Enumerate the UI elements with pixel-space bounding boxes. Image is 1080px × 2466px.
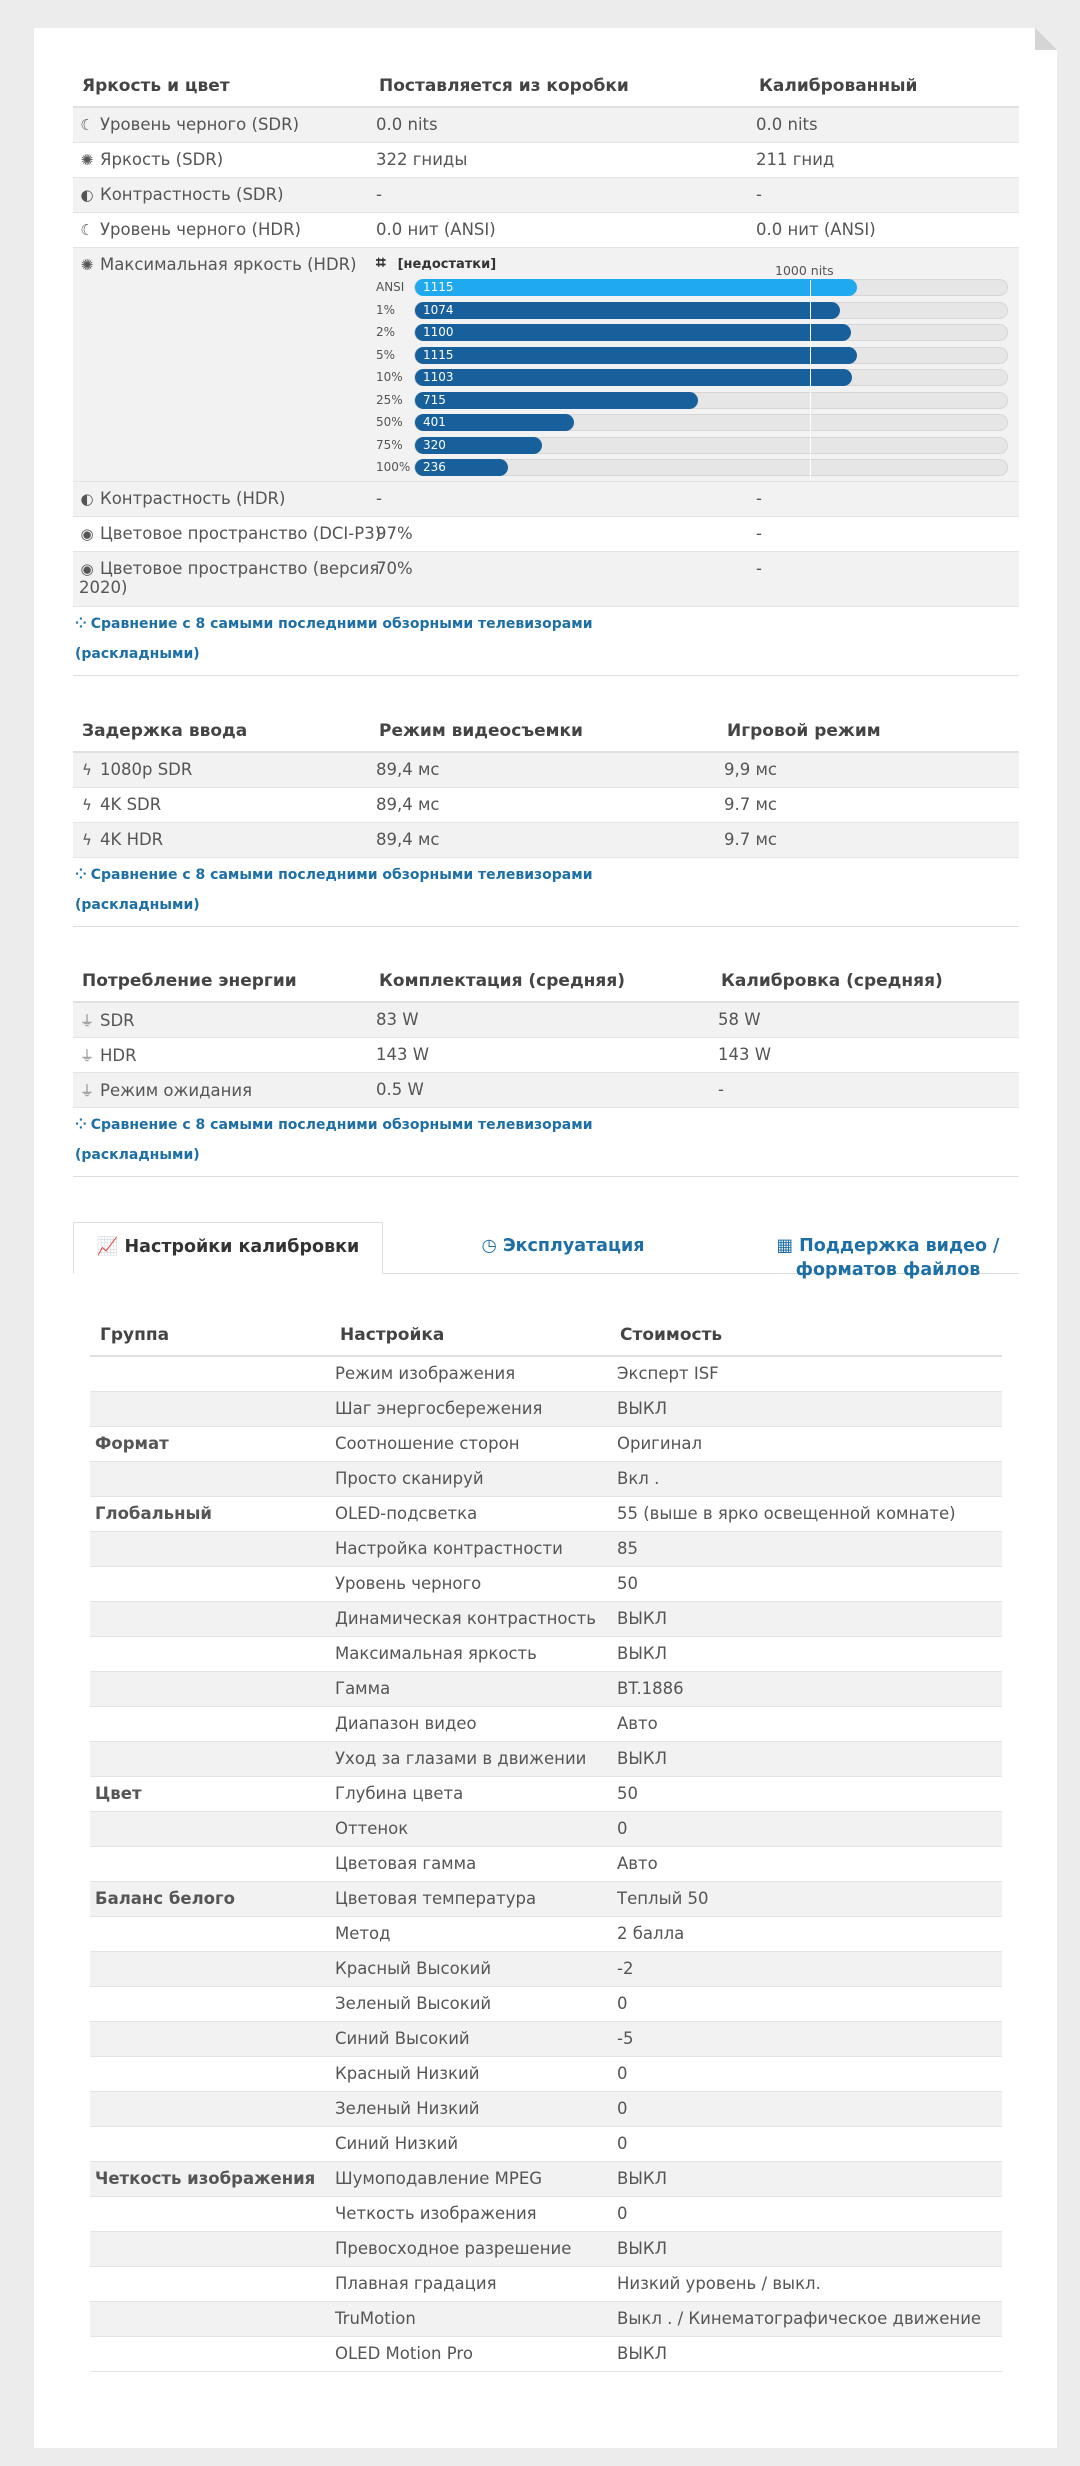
group-cell: Цвет xyxy=(95,1784,142,1803)
tab-formats[interactable]: ▦ Поддержка видео / форматов файлов xyxy=(776,1236,1000,1280)
value-cell: Эксперт ISF xyxy=(617,1364,719,1383)
setting-cell: Превосходное разрешение xyxy=(335,2239,572,2258)
table-row xyxy=(90,2337,1002,2372)
row-label: Яркость (SDR) xyxy=(100,150,224,169)
value-cell: -5 xyxy=(617,2029,634,2048)
table-row xyxy=(90,2092,1002,2127)
compare-icon: ⁘ xyxy=(75,1117,87,1133)
group-cell: Формат xyxy=(95,1434,169,1453)
bar-row xyxy=(376,321,1016,344)
bar-label: 10% xyxy=(376,370,403,384)
setting-cell: Уровень черного xyxy=(335,1574,482,1593)
compare-link[interactable]: ⁘ Сравнение с 8 самыми последними обзорными телевизорами (раскладными) xyxy=(75,616,593,662)
contrast-icon: ◐ xyxy=(80,186,94,204)
value-cell: 50 xyxy=(617,1574,638,1593)
reference-label: 1000 nits xyxy=(775,263,834,278)
chart-icon: 📈 xyxy=(96,1237,119,1257)
row-label: Режим ожидания xyxy=(100,1081,253,1100)
setting-cell: Четкость изображения xyxy=(335,2204,537,2223)
sun-icon: ✺ xyxy=(80,256,94,274)
compare-link[interactable]: ⁘ Сравнение с 8 самыми последними обзорными телевизорами (раскладными) xyxy=(75,867,593,913)
bar-row xyxy=(376,389,1016,412)
bar-label: 2% xyxy=(376,325,396,339)
bolt-icon: ϟ xyxy=(82,831,92,849)
value-cell: Оригинал xyxy=(617,1434,703,1453)
value-cell: 55 (выше в ярко освещенной комнате) xyxy=(617,1504,956,1523)
col-header: Режим видеосъемки xyxy=(379,721,583,741)
col-header: Комплектация (средняя) xyxy=(379,971,626,991)
value-cell: ВЫКЛ xyxy=(617,1644,667,1663)
moon-icon: ☾ xyxy=(80,221,94,239)
value-cell: ВЫКЛ xyxy=(617,1399,667,1418)
row-label: Контрастность (HDR) xyxy=(100,489,286,508)
setting-cell: Синий Высокий xyxy=(335,2029,470,2048)
clock-icon: ◷ xyxy=(481,1236,497,1256)
table-row xyxy=(90,2197,1002,2232)
bar-row xyxy=(376,366,1016,389)
table-row xyxy=(73,552,1019,607)
row-label: SDR xyxy=(100,1011,135,1030)
table-row xyxy=(73,482,1019,517)
bar-fill: 320 xyxy=(415,437,542,454)
row-value: - xyxy=(756,524,762,543)
calibration-table xyxy=(90,1305,1002,2372)
row-value: 83 W xyxy=(376,1010,419,1029)
bar-fill: 401 xyxy=(415,414,574,431)
row-value: 0.0 nits xyxy=(756,115,818,134)
value-cell: Вкл . xyxy=(617,1469,660,1488)
value-cell: Теплый 50 xyxy=(617,1889,709,1908)
row-label: Максимальная яркость (HDR) xyxy=(100,255,357,274)
setting-cell: Красный Низкий xyxy=(335,2064,480,2083)
row-value: 9,9 мс xyxy=(724,760,778,779)
row-value: - xyxy=(756,489,762,508)
power-header xyxy=(73,955,1019,1003)
bar-fill: 715 xyxy=(415,392,698,409)
setting-cell: Гамма xyxy=(335,1679,391,1698)
table-row xyxy=(90,1637,1002,1672)
col-header: Настройка xyxy=(340,1325,445,1345)
row-value: 0.5 W xyxy=(376,1080,424,1099)
setting-cell: Зеленый Высокий xyxy=(335,1994,492,2013)
row-label: Контрастность (SDR) xyxy=(100,185,284,204)
bar-fill: 1115 xyxy=(415,279,857,296)
setting-cell: Максимальная яркость xyxy=(335,1644,537,1663)
setting-cell: Цветовая температура xyxy=(335,1889,537,1908)
table-row xyxy=(73,1073,1019,1108)
table-row xyxy=(90,1672,1002,1707)
bar-label: 5% xyxy=(376,347,396,362)
value-cell: 2 балла xyxy=(617,1924,685,1943)
bar-label: 50% xyxy=(376,415,403,429)
setting-cell: Режим изображения xyxy=(335,1364,516,1383)
setting-cell: TruMotion xyxy=(335,2309,416,2328)
bar-track xyxy=(414,369,1008,386)
table-row xyxy=(90,1812,1002,1847)
group-cell: Глобальный xyxy=(95,1504,212,1523)
table-row xyxy=(90,1532,1002,1567)
row-label: Цветовое пространство (DCI-P3) xyxy=(100,524,382,543)
row-value: 143 W xyxy=(718,1045,772,1064)
hdr-bars xyxy=(376,276,1016,479)
bar-track xyxy=(414,414,1008,431)
value-cell: 0 xyxy=(617,1819,628,1838)
value-cell: ВЫКЛ xyxy=(617,2169,667,2188)
bar-label: 100% xyxy=(376,460,411,474)
table-row xyxy=(90,2302,1002,2337)
row-label: Цветовое пространство (версия xyxy=(100,559,380,578)
bar-fill: 1103 xyxy=(415,369,852,386)
value-cell: Выкл . / Кинематографическое движение xyxy=(617,2309,982,2328)
row-label: 4K SDR xyxy=(100,795,162,814)
row-label: 4K HDR xyxy=(100,830,164,849)
table-row xyxy=(90,1392,1002,1427)
setting-cell: Шаг энергосбережения xyxy=(335,1399,543,1418)
table-row xyxy=(90,2127,1002,2162)
value-cell: 85 xyxy=(617,1539,638,1558)
table-row xyxy=(90,2057,1002,2092)
col-header: Яркость и цвет xyxy=(82,76,230,96)
setting-cell: Динамическая контрастность xyxy=(335,1609,596,1628)
row-value: 211 гнид xyxy=(756,150,835,169)
plug-icon: ⏚ xyxy=(79,1082,95,1100)
setting-cell: Красный Высокий xyxy=(335,1959,492,1978)
setting-cell: Метод xyxy=(335,1924,391,1943)
table-row xyxy=(90,1567,1002,1602)
table-row xyxy=(73,143,1019,178)
value-cell: ВЫКЛ xyxy=(617,1609,667,1628)
row-value: - xyxy=(756,559,762,578)
eye-icon: ◉ xyxy=(80,525,94,543)
setting-cell: Диапазон видео xyxy=(335,1714,477,1733)
tab-bar xyxy=(73,1222,1019,1280)
col-header: Стоимость xyxy=(620,1325,723,1345)
bar-fill: 1100 xyxy=(415,324,851,341)
input-lag-header xyxy=(73,705,1019,753)
value-cell: Авто xyxy=(617,1714,658,1733)
table-row xyxy=(90,1987,1002,2022)
setting-cell: OLED Motion Pro xyxy=(335,2344,473,2363)
row-value: 9.7 мс xyxy=(724,830,778,849)
page-fold xyxy=(1035,28,1057,50)
value-cell: 0 xyxy=(617,2099,628,2118)
value-cell: Низкий уровень / выкл. xyxy=(617,2274,821,2293)
row-value: 322 гниды xyxy=(376,150,468,169)
bar-track xyxy=(414,392,1008,409)
bar-row xyxy=(376,276,1016,299)
row-value: 143 W xyxy=(376,1045,430,1064)
table-row xyxy=(90,1497,1002,1532)
row-value: 58 W xyxy=(718,1010,761,1029)
moon-icon: ☾ xyxy=(80,116,94,134)
row-value: 89,4 мс xyxy=(376,760,440,779)
row-label: 2020) xyxy=(79,578,128,597)
setting-cell: Уход за глазами в движении xyxy=(335,1749,587,1768)
col-header: Задержка ввода xyxy=(82,721,248,741)
row-value: 70% xyxy=(376,559,413,578)
bar-label: ANSI xyxy=(376,280,405,294)
brightness-header xyxy=(73,60,1019,108)
table-row xyxy=(90,2162,1002,2197)
table-row xyxy=(90,1427,1002,1462)
tab-calibration[interactable]: 📈 Настройки калибровки xyxy=(73,1222,383,1274)
plug-icon: ⏚ xyxy=(79,1047,95,1065)
bar-track xyxy=(414,279,1008,296)
setting-cell: Соотношение сторон xyxy=(335,1434,520,1453)
row-label: HDR xyxy=(100,1046,137,1065)
group-cell: Баланс белого xyxy=(95,1889,235,1908)
compare-icon: ⁘ xyxy=(75,867,87,883)
setting-cell: Просто сканируй xyxy=(335,1469,484,1488)
bar-row xyxy=(376,299,1016,322)
setting-cell: Глубина цвета xyxy=(335,1784,464,1803)
row-label: Уровень черного (SDR) xyxy=(100,115,300,134)
setting-cell: Синий Низкий xyxy=(335,2134,459,2153)
setting-cell: Шумоподавление MPEG xyxy=(335,2169,543,2188)
table-row xyxy=(73,753,1019,788)
contrast-icon: ◐ xyxy=(80,490,94,508)
row-value: - xyxy=(718,1080,724,1099)
table-row xyxy=(90,1917,1002,1952)
setting-cell: Цветовая гамма xyxy=(335,1854,477,1873)
value-cell: ВЫКЛ xyxy=(617,1749,667,1768)
setting-cell: Зеленый Низкий xyxy=(335,2099,480,2118)
bolt-icon: ϟ xyxy=(82,761,92,779)
setting-cell: Плавная градация xyxy=(335,2274,497,2293)
table-row xyxy=(90,2232,1002,2267)
table-row xyxy=(73,108,1019,143)
value-cell: ВЫКЛ xyxy=(617,2344,667,2363)
row-value: 89,4 мс xyxy=(376,830,440,849)
table-row xyxy=(90,1847,1002,1882)
value-cell: -2 xyxy=(617,1959,634,1978)
value-cell: 0 xyxy=(617,2204,628,2223)
plug-icon: ⏚ xyxy=(79,1012,95,1030)
value-cell: 50 xyxy=(617,1784,638,1803)
table-row xyxy=(90,1882,1002,1917)
table-row xyxy=(90,2267,1002,2302)
bar-label: 75% xyxy=(376,437,403,452)
bar-row xyxy=(376,411,1016,434)
reference-line xyxy=(810,280,811,480)
bolt-icon: ϟ xyxy=(82,796,92,814)
table-row xyxy=(73,517,1019,552)
value-cell: 0 xyxy=(617,1994,628,2013)
deficiency-badge: [недостатки] xyxy=(397,257,497,272)
col-header: Игровой режим xyxy=(727,721,881,741)
bar-track xyxy=(414,302,1008,319)
row-value: 89,4 мс xyxy=(376,795,440,814)
table-row xyxy=(90,1462,1002,1497)
table-row xyxy=(90,1707,1002,1742)
row-value: - xyxy=(756,185,762,204)
table-row xyxy=(90,1952,1002,1987)
row-label: 1080p SDR xyxy=(100,760,193,779)
table-row xyxy=(90,2022,1002,2057)
row-value: 97% xyxy=(376,524,413,543)
row-value: 0.0 nits xyxy=(376,115,438,134)
bar-row xyxy=(376,456,1016,479)
col-header: Калиброванный xyxy=(759,76,918,96)
bar-row xyxy=(376,344,1016,367)
table-row xyxy=(90,1357,1002,1392)
row-value: 9.7 мс xyxy=(724,795,778,814)
eye-icon: ◉ xyxy=(80,560,94,578)
crop-icon: ⌗ xyxy=(376,253,386,273)
setting-cell: OLED-подсветка xyxy=(335,1504,478,1523)
row-label: Уровень черного (HDR) xyxy=(100,220,301,239)
calibration-header xyxy=(90,1305,1002,1357)
compare-link[interactable]: ⁘ Сравнение с 8 самыми последними обзорными телевизорами (раскладными) xyxy=(75,1117,593,1163)
value-cell: 0 xyxy=(617,2064,628,2083)
row-value: - xyxy=(376,185,382,204)
table-row xyxy=(90,1742,1002,1777)
table-row xyxy=(73,788,1019,823)
sun-icon: ✺ xyxy=(80,151,94,169)
value-cell: Авто xyxy=(617,1854,658,1873)
bar-track xyxy=(414,437,1008,454)
tab-operation[interactable]: ◷ Эксплуатация xyxy=(481,1236,645,1256)
bar-fill: 236 xyxy=(415,459,508,476)
bar-track xyxy=(414,324,1008,341)
table-row xyxy=(90,1602,1002,1637)
table-row xyxy=(73,213,1019,248)
bar-track xyxy=(414,347,1008,364)
value-cell: BT.1886 xyxy=(617,1679,684,1698)
table-row xyxy=(73,178,1019,213)
col-header: Потребление энергии xyxy=(82,971,297,991)
film-icon: ▦ xyxy=(776,1236,794,1256)
bar-track xyxy=(414,459,1008,476)
bar-fill: 1074 xyxy=(415,302,840,319)
value-cell: ВЫКЛ xyxy=(617,2239,667,2258)
row-value: - xyxy=(376,489,382,508)
group-cell: Четкость изображения xyxy=(95,2169,316,2188)
table-row xyxy=(73,823,1019,858)
row-value: 0.0 нит (ANSI) xyxy=(376,220,496,239)
table-row xyxy=(73,1003,1019,1038)
bar-row xyxy=(376,434,1016,457)
col-header: Поставляется из коробки xyxy=(379,76,629,96)
row-value: 0.0 нит (ANSI) xyxy=(756,220,876,239)
bar-label: 1% xyxy=(376,302,396,317)
table-row xyxy=(73,1038,1019,1073)
col-header: Калибровка (средняя) xyxy=(721,971,943,991)
table-row xyxy=(90,1777,1002,1812)
compare-icon: ⁘ xyxy=(75,616,87,632)
value-cell: 0 xyxy=(617,2134,628,2153)
bar-fill: 1115 xyxy=(415,347,857,364)
setting-cell: Оттенок xyxy=(335,1819,409,1838)
input-lag-section xyxy=(73,705,1019,927)
col-header: Группа xyxy=(100,1325,170,1345)
hdr-peak-row xyxy=(73,248,1019,482)
power-section xyxy=(73,955,1019,1177)
bar-label: 25% xyxy=(376,392,403,407)
setting-cell: Настройка контрастности xyxy=(335,1539,563,1558)
brightness-section xyxy=(73,60,1019,676)
